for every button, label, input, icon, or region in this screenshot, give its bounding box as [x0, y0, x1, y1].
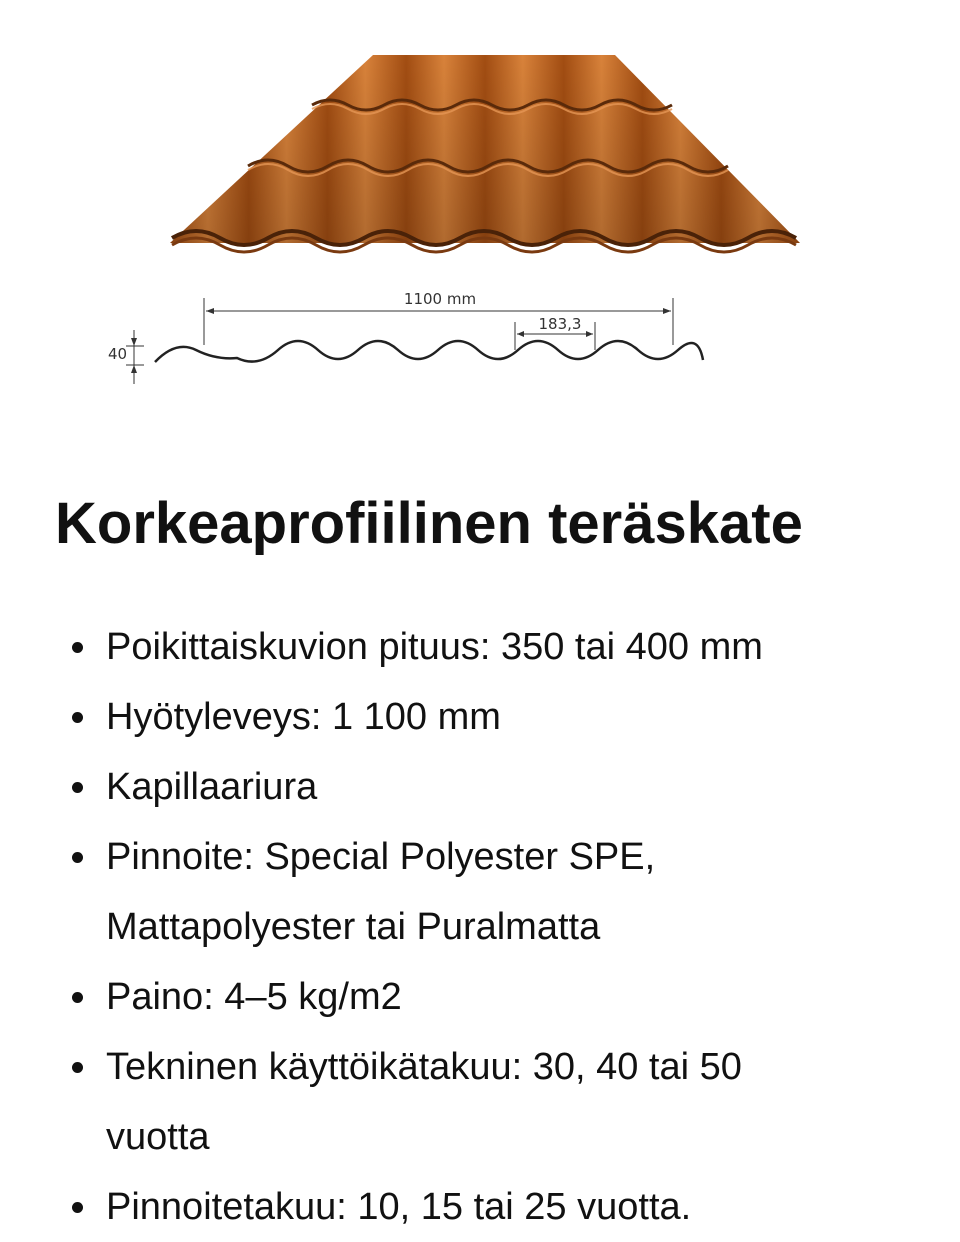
spec-text: Tekninen käyttöikätakuu: 30, 40 tai 50 vuotta — [106, 1046, 742, 1158]
profile-diagram — [108, 290, 703, 384]
spec-text: Pinnoite: Special Polyester SPE, Mattapolyester tai Puralmatta — [106, 836, 656, 948]
pitch-dimension-label: 183,3 — [538, 315, 582, 333]
list-item — [0, 752, 900, 822]
spec-list — [0, 612, 900, 1242]
roof-sheet — [170, 55, 800, 252]
page-title: Korkeaprofiilinen teräskate — [55, 491, 803, 556]
list-item — [0, 682, 900, 752]
spec-text: Pinnoitetakuu: 10, 15 tai 25 vuotta. — [106, 1186, 692, 1228]
bullet-icon — [72, 642, 83, 653]
bullet-icon — [72, 712, 83, 723]
height-dimension-label: 40 — [108, 345, 128, 363]
spec-text: Hyötyleveys: 1 100 mm — [106, 696, 501, 738]
bullet-icon — [72, 992, 83, 1003]
product-figure — [0, 0, 960, 420]
spec-text: Paino: 4–5 kg/m2 — [106, 976, 402, 1018]
bullet-icon — [72, 782, 83, 793]
list-item — [0, 962, 900, 1032]
list-item — [0, 1172, 900, 1242]
bullet-icon — [72, 1062, 83, 1073]
metal-roof-sheet-illustration — [0, 0, 960, 420]
list-item — [0, 822, 900, 962]
bullet-icon — [72, 1202, 83, 1213]
list-item — [0, 612, 900, 682]
spec-text: Kapillaariura — [106, 766, 318, 808]
width-dimension-label: 1100 mm — [403, 290, 477, 308]
bullet-icon — [72, 852, 83, 863]
spec-text: Poikittaiskuvion pituus: 350 tai 400 mm — [106, 626, 763, 668]
list-item — [0, 1032, 900, 1172]
